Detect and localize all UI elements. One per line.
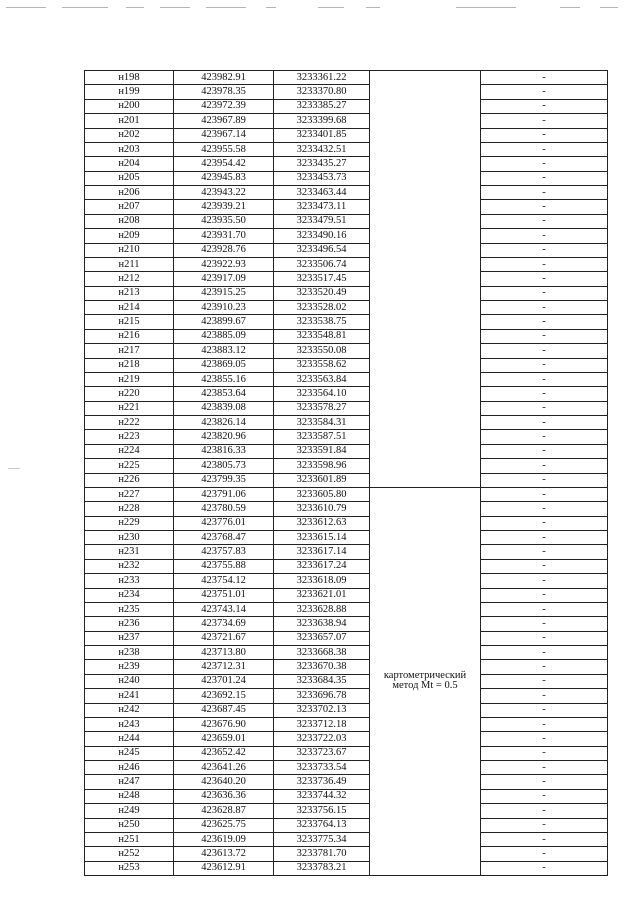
x-coordinate-cell: 423780.59 bbox=[174, 502, 274, 516]
y-coordinate-cell: 3233558.62 bbox=[274, 358, 370, 372]
table-row bbox=[85, 459, 608, 473]
x-coordinate-cell: 423687.45 bbox=[174, 703, 274, 717]
accuracy-cell: - bbox=[481, 559, 608, 573]
point-name-cell: н210 bbox=[85, 243, 174, 257]
y-coordinate-cell: 3233490.16 bbox=[274, 229, 370, 243]
accuracy-cell: - bbox=[481, 502, 608, 516]
accuracy-cell: - bbox=[481, 71, 608, 85]
accuracy-cell: - bbox=[481, 301, 608, 315]
table-row bbox=[85, 301, 608, 315]
y-coordinate-cell: 3233587.51 bbox=[274, 430, 370, 444]
accuracy-cell: - bbox=[481, 761, 608, 775]
y-coordinate-cell: 3233684.35 bbox=[274, 674, 370, 688]
x-coordinate-cell: 423676.90 bbox=[174, 717, 274, 731]
y-coordinate-cell: 3233550.08 bbox=[274, 344, 370, 358]
x-coordinate-cell: 423928.76 bbox=[174, 243, 274, 257]
point-name-cell: н230 bbox=[85, 531, 174, 545]
point-name-cell: н201 bbox=[85, 114, 174, 128]
x-coordinate-cell: 423628.87 bbox=[174, 804, 274, 818]
x-coordinate-cell: 423910.23 bbox=[174, 301, 274, 315]
table-row bbox=[85, 142, 608, 156]
point-name-cell: н222 bbox=[85, 416, 174, 430]
accuracy-cell: - bbox=[481, 142, 608, 156]
x-coordinate-cell: 423972.39 bbox=[174, 99, 274, 113]
point-name-cell: н235 bbox=[85, 602, 174, 616]
y-coordinate-cell: 3233538.75 bbox=[274, 315, 370, 329]
table-row bbox=[85, 660, 608, 674]
x-coordinate-cell: 423943.22 bbox=[174, 186, 274, 200]
table-row bbox=[85, 243, 608, 257]
table-row bbox=[85, 761, 608, 775]
x-coordinate-cell: 423945.83 bbox=[174, 171, 274, 185]
table-row bbox=[85, 545, 608, 559]
y-coordinate-cell: 3233781.70 bbox=[274, 847, 370, 861]
x-coordinate-cell: 423917.09 bbox=[174, 272, 274, 286]
table-row bbox=[85, 646, 608, 660]
point-name-cell: н216 bbox=[85, 329, 174, 343]
table-row bbox=[85, 789, 608, 803]
accuracy-cell: - bbox=[481, 416, 608, 430]
accuracy-cell: - bbox=[481, 315, 608, 329]
point-name-cell: н211 bbox=[85, 257, 174, 271]
x-coordinate-cell: 423915.25 bbox=[174, 286, 274, 300]
y-coordinate-cell: 3233361.22 bbox=[274, 71, 370, 85]
point-name-cell: н204 bbox=[85, 157, 174, 171]
accuracy-cell: - bbox=[481, 746, 608, 760]
x-coordinate-cell: 423869.05 bbox=[174, 358, 274, 372]
table-row bbox=[85, 559, 608, 573]
y-coordinate-cell: 3233670.38 bbox=[274, 660, 370, 674]
accuracy-cell: - bbox=[481, 401, 608, 415]
y-coordinate-cell: 3233453.73 bbox=[274, 171, 370, 185]
table-row bbox=[85, 286, 608, 300]
x-coordinate-cell: 423613.72 bbox=[174, 847, 274, 861]
point-name-cell: н243 bbox=[85, 717, 174, 731]
x-coordinate-cell: 423931.70 bbox=[174, 229, 274, 243]
x-coordinate-cell: 423885.09 bbox=[174, 329, 274, 343]
x-coordinate-cell: 423692.15 bbox=[174, 689, 274, 703]
method-accuracy: метод Mt = 0.5 bbox=[392, 680, 458, 692]
point-name-cell: н223 bbox=[85, 430, 174, 444]
x-coordinate-cell: 423734.69 bbox=[174, 617, 274, 631]
accuracy-cell: - bbox=[481, 574, 608, 588]
x-coordinate-cell: 423883.12 bbox=[174, 344, 274, 358]
point-name-cell: н252 bbox=[85, 847, 174, 861]
point-name-cell: н234 bbox=[85, 588, 174, 602]
point-name-cell: н249 bbox=[85, 804, 174, 818]
y-coordinate-cell: 3233520.49 bbox=[274, 286, 370, 300]
x-coordinate-cell: 423922.93 bbox=[174, 257, 274, 271]
point-name-cell: н253 bbox=[85, 861, 174, 875]
point-name-cell: н247 bbox=[85, 775, 174, 789]
accuracy-cell: - bbox=[481, 372, 608, 386]
point-name-cell: н231 bbox=[85, 545, 174, 559]
x-coordinate-cell: 423757.83 bbox=[174, 545, 274, 559]
table-row bbox=[85, 430, 608, 444]
point-name-cell: н215 bbox=[85, 315, 174, 329]
table-row bbox=[85, 157, 608, 171]
accuracy-cell: - bbox=[481, 430, 608, 444]
accuracy-cell: - bbox=[481, 114, 608, 128]
point-name-cell: н241 bbox=[85, 689, 174, 703]
y-coordinate-cell: 3233401.85 bbox=[274, 128, 370, 142]
x-coordinate-cell: 423641.26 bbox=[174, 761, 274, 775]
x-coordinate-cell: 423721.67 bbox=[174, 631, 274, 645]
table-row bbox=[85, 703, 608, 717]
y-coordinate-cell: 3233756.15 bbox=[274, 804, 370, 818]
point-name-cell: н208 bbox=[85, 214, 174, 228]
point-name-cell: н199 bbox=[85, 85, 174, 99]
point-name-cell: н232 bbox=[85, 559, 174, 573]
accuracy-cell: - bbox=[481, 128, 608, 142]
point-name-cell: н209 bbox=[85, 229, 174, 243]
point-name-cell: н242 bbox=[85, 703, 174, 717]
x-coordinate-cell: 423939.21 bbox=[174, 200, 274, 214]
x-coordinate-cell: 423659.01 bbox=[174, 732, 274, 746]
x-coordinate-cell: 423743.14 bbox=[174, 602, 274, 616]
point-name-cell: н227 bbox=[85, 487, 174, 501]
y-coordinate-cell: 3233564.10 bbox=[274, 387, 370, 401]
x-coordinate-cell: 423967.89 bbox=[174, 114, 274, 128]
point-name-cell: н248 bbox=[85, 789, 174, 803]
x-coordinate-cell: 423619.09 bbox=[174, 832, 274, 846]
point-name-cell: н203 bbox=[85, 142, 174, 156]
table-row bbox=[85, 315, 608, 329]
coordinates-table-body bbox=[85, 71, 608, 876]
x-coordinate-cell: 423805.73 bbox=[174, 459, 274, 473]
y-coordinate-cell: 3233370.80 bbox=[274, 85, 370, 99]
scan-margin-mark bbox=[8, 468, 20, 469]
accuracy-cell: - bbox=[481, 85, 608, 99]
accuracy-cell: - bbox=[481, 358, 608, 372]
table-row bbox=[85, 574, 608, 588]
accuracy-cell: - bbox=[481, 818, 608, 832]
y-coordinate-cell: 3233617.14 bbox=[274, 545, 370, 559]
table-row bbox=[85, 99, 608, 113]
accuracy-cell: - bbox=[481, 387, 608, 401]
method-cell bbox=[370, 487, 481, 875]
y-coordinate-cell: 3233399.68 bbox=[274, 114, 370, 128]
accuracy-cell: - bbox=[481, 99, 608, 113]
table-row bbox=[85, 502, 608, 516]
y-coordinate-cell: 3233621.01 bbox=[274, 588, 370, 602]
x-coordinate-cell: 423799.35 bbox=[174, 473, 274, 487]
table-row bbox=[85, 416, 608, 430]
table-row bbox=[85, 588, 608, 602]
x-coordinate-cell: 423791.06 bbox=[174, 487, 274, 501]
x-coordinate-cell: 423768.47 bbox=[174, 531, 274, 545]
accuracy-cell: - bbox=[481, 789, 608, 803]
point-name-cell: н217 bbox=[85, 344, 174, 358]
y-coordinate-cell: 3233764.13 bbox=[274, 818, 370, 832]
accuracy-cell: - bbox=[481, 473, 608, 487]
x-coordinate-cell: 423978.35 bbox=[174, 85, 274, 99]
accuracy-cell: - bbox=[481, 286, 608, 300]
point-name-cell: н244 bbox=[85, 732, 174, 746]
accuracy-cell: - bbox=[481, 689, 608, 703]
y-coordinate-cell: 3233722.03 bbox=[274, 732, 370, 746]
table-row bbox=[85, 847, 608, 861]
accuracy-cell: - bbox=[481, 631, 608, 645]
x-coordinate-cell: 423751.01 bbox=[174, 588, 274, 602]
accuracy-cell: - bbox=[481, 243, 608, 257]
accuracy-cell: - bbox=[481, 257, 608, 271]
y-coordinate-cell: 3233638.94 bbox=[274, 617, 370, 631]
x-coordinate-cell: 423701.24 bbox=[174, 674, 274, 688]
accuracy-cell: - bbox=[481, 214, 608, 228]
y-coordinate-cell: 3233496.54 bbox=[274, 243, 370, 257]
y-coordinate-cell: 3233463.44 bbox=[274, 186, 370, 200]
accuracy-cell: - bbox=[481, 229, 608, 243]
y-coordinate-cell: 3233744.32 bbox=[274, 789, 370, 803]
point-name-cell: н214 bbox=[85, 301, 174, 315]
method-cell-empty bbox=[370, 71, 481, 488]
y-coordinate-cell: 3233733.54 bbox=[274, 761, 370, 775]
y-coordinate-cell: 3233615.14 bbox=[274, 531, 370, 545]
accuracy-cell: - bbox=[481, 329, 608, 343]
accuracy-cell: - bbox=[481, 200, 608, 214]
y-coordinate-cell: 3233517.45 bbox=[274, 272, 370, 286]
point-name-cell: н205 bbox=[85, 171, 174, 185]
point-name-cell: н207 bbox=[85, 200, 174, 214]
point-name-cell: н236 bbox=[85, 617, 174, 631]
y-coordinate-cell: 3233548.81 bbox=[274, 329, 370, 343]
point-name-cell: н238 bbox=[85, 646, 174, 660]
y-coordinate-cell: 3233696.78 bbox=[274, 689, 370, 703]
y-coordinate-cell: 3233668.38 bbox=[274, 646, 370, 660]
coordinates-table bbox=[84, 70, 608, 876]
y-coordinate-cell: 3233598.96 bbox=[274, 459, 370, 473]
accuracy-cell: - bbox=[481, 602, 608, 616]
table-row bbox=[85, 617, 608, 631]
accuracy-cell: - bbox=[481, 545, 608, 559]
point-name-cell: н229 bbox=[85, 516, 174, 530]
point-name-cell: н218 bbox=[85, 358, 174, 372]
x-coordinate-cell: 423955.58 bbox=[174, 142, 274, 156]
point-name-cell: н240 bbox=[85, 674, 174, 688]
table-row bbox=[85, 128, 608, 142]
table-row bbox=[85, 818, 608, 832]
y-coordinate-cell: 3233506.74 bbox=[274, 257, 370, 271]
y-coordinate-cell: 3233657.07 bbox=[274, 631, 370, 645]
x-coordinate-cell: 423776.01 bbox=[174, 516, 274, 530]
x-coordinate-cell: 423982.91 bbox=[174, 71, 274, 85]
point-name-cell: н225 bbox=[85, 459, 174, 473]
x-coordinate-cell: 423754.12 bbox=[174, 574, 274, 588]
table-row bbox=[85, 602, 608, 616]
x-coordinate-cell: 423853.64 bbox=[174, 387, 274, 401]
accuracy-cell: - bbox=[481, 157, 608, 171]
table-row bbox=[85, 200, 608, 214]
table-row bbox=[85, 171, 608, 185]
point-name-cell: н221 bbox=[85, 401, 174, 415]
table-row bbox=[85, 487, 608, 501]
accuracy-cell: - bbox=[481, 617, 608, 631]
point-name-cell: н250 bbox=[85, 818, 174, 832]
table-row bbox=[85, 732, 608, 746]
y-coordinate-cell: 3233712.18 bbox=[274, 717, 370, 731]
point-name-cell: н245 bbox=[85, 746, 174, 760]
accuracy-cell: - bbox=[481, 186, 608, 200]
point-name-cell: н213 bbox=[85, 286, 174, 300]
point-name-cell: н233 bbox=[85, 574, 174, 588]
x-coordinate-cell: 423839.08 bbox=[174, 401, 274, 415]
table-row bbox=[85, 804, 608, 818]
accuracy-cell: - bbox=[481, 775, 608, 789]
y-coordinate-cell: 3233605.80 bbox=[274, 487, 370, 501]
accuracy-cell: - bbox=[481, 459, 608, 473]
table-row bbox=[85, 329, 608, 343]
accuracy-cell: - bbox=[481, 660, 608, 674]
point-name-cell: н206 bbox=[85, 186, 174, 200]
x-coordinate-cell: 423820.96 bbox=[174, 430, 274, 444]
y-coordinate-cell: 3233702.13 bbox=[274, 703, 370, 717]
x-coordinate-cell: 423652.42 bbox=[174, 746, 274, 760]
x-coordinate-cell: 423816.33 bbox=[174, 444, 274, 458]
accuracy-cell: - bbox=[481, 732, 608, 746]
table-row bbox=[85, 372, 608, 386]
x-coordinate-cell: 423899.67 bbox=[174, 315, 274, 329]
y-coordinate-cell: 3233578.27 bbox=[274, 401, 370, 415]
accuracy-cell: - bbox=[481, 344, 608, 358]
point-name-cell: н224 bbox=[85, 444, 174, 458]
accuracy-cell: - bbox=[481, 487, 608, 501]
accuracy-cell: - bbox=[481, 861, 608, 875]
point-name-cell: н251 bbox=[85, 832, 174, 846]
point-name-cell: н198 bbox=[85, 71, 174, 85]
accuracy-cell: - bbox=[481, 444, 608, 458]
point-name-cell: н246 bbox=[85, 761, 174, 775]
point-name-cell: н202 bbox=[85, 128, 174, 142]
table-row bbox=[85, 229, 608, 243]
table-row bbox=[85, 358, 608, 372]
table-row bbox=[85, 516, 608, 530]
point-name-cell: н237 bbox=[85, 631, 174, 645]
x-coordinate-cell: 423625.75 bbox=[174, 818, 274, 832]
y-coordinate-cell: 3233612.63 bbox=[274, 516, 370, 530]
point-name-cell: н212 bbox=[85, 272, 174, 286]
table-row bbox=[85, 401, 608, 415]
table-row bbox=[85, 214, 608, 228]
table-row bbox=[85, 689, 608, 703]
method-name: картометрический bbox=[383, 670, 467, 682]
table-row bbox=[85, 861, 608, 875]
y-coordinate-cell: 3233584.31 bbox=[274, 416, 370, 430]
x-coordinate-cell: 423640.20 bbox=[174, 775, 274, 789]
x-coordinate-cell: 423967.14 bbox=[174, 128, 274, 142]
accuracy-cell: - bbox=[481, 171, 608, 185]
accuracy-cell: - bbox=[481, 703, 608, 717]
x-coordinate-cell: 423712.31 bbox=[174, 660, 274, 674]
y-coordinate-cell: 3233736.49 bbox=[274, 775, 370, 789]
y-coordinate-cell: 3233432.51 bbox=[274, 142, 370, 156]
x-coordinate-cell: 423826.14 bbox=[174, 416, 274, 430]
point-name-cell: н200 bbox=[85, 99, 174, 113]
point-name-cell: н239 bbox=[85, 660, 174, 674]
accuracy-cell: - bbox=[481, 674, 608, 688]
y-coordinate-cell: 3233610.79 bbox=[274, 502, 370, 516]
table-row bbox=[85, 272, 608, 286]
accuracy-cell: - bbox=[481, 717, 608, 731]
y-coordinate-cell: 3233723.67 bbox=[274, 746, 370, 760]
table-row bbox=[85, 114, 608, 128]
point-name-cell: н228 bbox=[85, 502, 174, 516]
x-coordinate-cell: 423713.80 bbox=[174, 646, 274, 660]
table-row bbox=[85, 717, 608, 731]
y-coordinate-cell: 3233775.34 bbox=[274, 832, 370, 846]
accuracy-cell: - bbox=[481, 516, 608, 530]
y-coordinate-cell: 3233618.09 bbox=[274, 574, 370, 588]
accuracy-cell: - bbox=[481, 646, 608, 660]
accuracy-cell: - bbox=[481, 804, 608, 818]
table-row bbox=[85, 444, 608, 458]
point-name-cell: н226 bbox=[85, 473, 174, 487]
table-row bbox=[85, 344, 608, 358]
x-coordinate-cell: 423954.42 bbox=[174, 157, 274, 171]
y-coordinate-cell: 3233601.89 bbox=[274, 473, 370, 487]
point-name-cell: н220 bbox=[85, 387, 174, 401]
y-coordinate-cell: 3233563.84 bbox=[274, 372, 370, 386]
scan-artifact-strip bbox=[0, 0, 640, 14]
x-coordinate-cell: 423855.16 bbox=[174, 372, 274, 386]
table-row bbox=[85, 71, 608, 85]
accuracy-cell: - bbox=[481, 531, 608, 545]
table-row bbox=[85, 387, 608, 401]
table-row bbox=[85, 746, 608, 760]
table-row bbox=[85, 186, 608, 200]
table-row bbox=[85, 674, 608, 688]
table-row bbox=[85, 631, 608, 645]
y-coordinate-cell: 3233473.11 bbox=[274, 200, 370, 214]
table-row bbox=[85, 85, 608, 99]
x-coordinate-cell: 423612.91 bbox=[174, 861, 274, 875]
accuracy-cell: - bbox=[481, 847, 608, 861]
x-coordinate-cell: 423636.36 bbox=[174, 789, 274, 803]
table-row bbox=[85, 473, 608, 487]
y-coordinate-cell: 3233435.27 bbox=[274, 157, 370, 171]
accuracy-cell: - bbox=[481, 588, 608, 602]
point-name-cell: н219 bbox=[85, 372, 174, 386]
table-row bbox=[85, 775, 608, 789]
y-coordinate-cell: 3233591.84 bbox=[274, 444, 370, 458]
x-coordinate-cell: 423755.88 bbox=[174, 559, 274, 573]
y-coordinate-cell: 3233617.24 bbox=[274, 559, 370, 573]
table-row bbox=[85, 257, 608, 271]
table-row bbox=[85, 531, 608, 545]
y-coordinate-cell: 3233479.51 bbox=[274, 214, 370, 228]
y-coordinate-cell: 3233528.02 bbox=[274, 301, 370, 315]
y-coordinate-cell: 3233783.21 bbox=[274, 861, 370, 875]
accuracy-cell: - bbox=[481, 272, 608, 286]
accuracy-cell: - bbox=[481, 832, 608, 846]
y-coordinate-cell: 3233628.88 bbox=[274, 602, 370, 616]
y-coordinate-cell: 3233385.27 bbox=[274, 99, 370, 113]
x-coordinate-cell: 423935.50 bbox=[174, 214, 274, 228]
table-row bbox=[85, 832, 608, 846]
